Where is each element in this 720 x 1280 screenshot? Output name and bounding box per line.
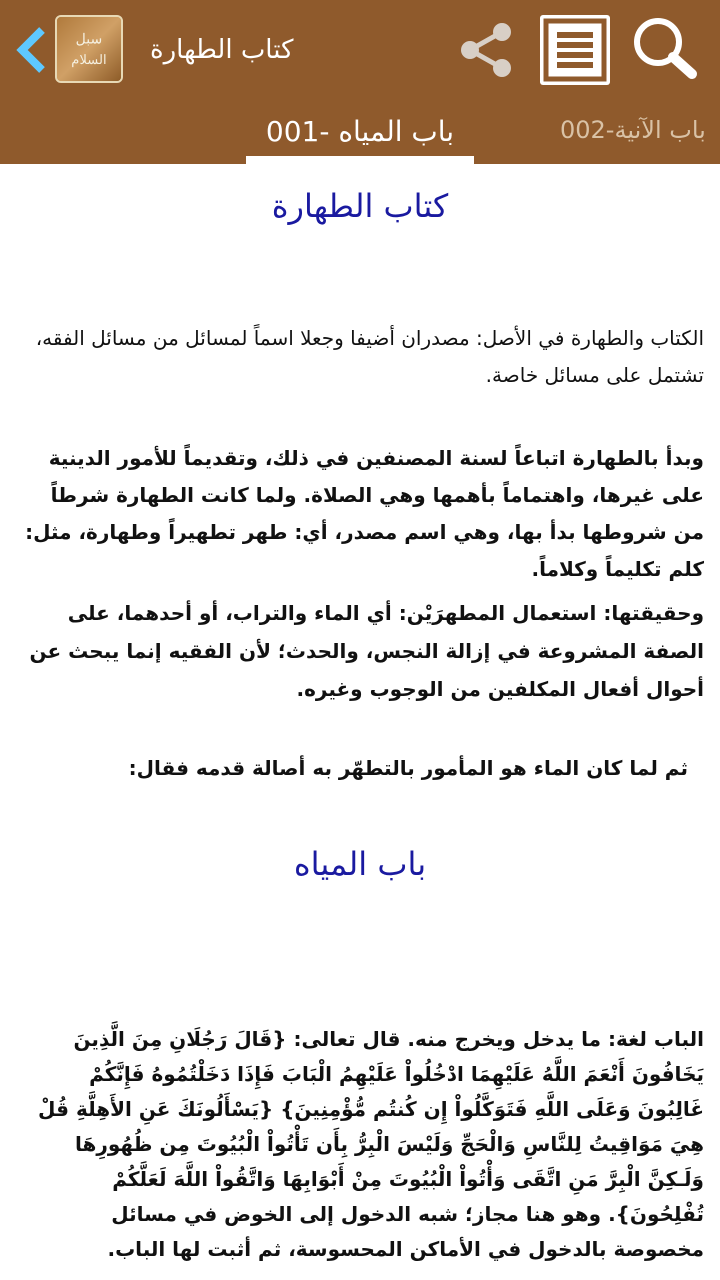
paragraph: الكتاب والطهارة في الأصل: مصدران أضيفا وجعلا اسماً لمسائل من مسائل الفقه، تشتمل على مسائل خاصة. bbox=[35, 326, 704, 387]
article-content[interactable] bbox=[0, 164, 720, 1280]
page-title: كتاب الطهارة bbox=[150, 35, 294, 65]
share-icon[interactable] bbox=[458, 22, 514, 78]
paragraph: ثم لما كان الماء هو المأمور بالتطهّر به أصالة قدمه فقال: bbox=[128, 756, 688, 780]
svg-text:السلام: السلام bbox=[71, 53, 107, 69]
tab-002-bab-al-aniyah[interactable] bbox=[560, 100, 720, 164]
menu-icon[interactable] bbox=[540, 15, 610, 85]
paragraph: الباب لغة: ما يدخل ويخرج منه. قال تعالى: {قَالَ رَجُلَانِ مِنَ الَّذِينَ يَخَافُونَ أَنْعَمَ اللَّهُ عَلَيْهِمَا ادْخُلُواْ عَلَيْهِمُ الْبَابَ فَإِذَا دَخَلْتُمُوهُ فَإِنَّكُمْ غَالِبُونَ وَعَلَى اللَّهِ فَتَوَكَّلُواْ إِن كُنتُم مُّؤْمِنِينَ} {يَسْأَلُونَكَ عَنِ الأَهِلَّةِ قُلْ هِيَ مَوَاقِيتُ لِلنَّاسِ وَالْحَجِّ وَلَيْسَ الْبِرُّ بِأَن تَأْتُواْ الْبُيُوتَ مِن ظُهُورِهَا وَلَـكِنَّ الْبِرَّ مَنِ اتَّقَى وَأْتُواْ الْبُيُوتَ مِنْ أَبْوَابِهَا وَاتَّقُواْ اللَّهَ لَعَلَّكُمْ تُفْلِحُونَ}. وهو هنا مجاز؛ شبه الدخول إلى الخوض في مسائل مخصوصة بالدخول في الأماكن المحسوسة، ثم أثبت لها الباب. bbox=[38, 1027, 704, 1261]
search-icon[interactable] bbox=[630, 16, 700, 82]
section-heading: كتاب الطهارة bbox=[271, 187, 449, 225]
tab-001-bab-al-miyah[interactable] bbox=[246, 100, 474, 164]
active-tab-indicator bbox=[246, 156, 474, 164]
tab-label: 002-باب الآنية bbox=[560, 116, 706, 144]
svg-text:سبل: سبل bbox=[75, 31, 103, 48]
app-bar bbox=[0, 0, 720, 164]
paragraph: وحقيقتها: استعمال المطهرَيْن: أي الماء والتراب، أو أحدهما، على الصفة المشروعة في إزالة النجس، والحدث؛ لأن الفقيه إنما يبحث عن أحوال أفعال المكلفين من الوجوب وغيره. bbox=[29, 601, 704, 701]
logo-image bbox=[57, 17, 121, 81]
chapter-heading: باب المياه bbox=[293, 845, 427, 883]
paragraph: وبدأ بالطهارة اتباعاً لسنة المصنفين في ذلك، وتقديماً للأمور الدينية على غيرها، واهتماماً بأهمها وهي الصلاة. ولما كانت الطهارة شرطاً من شروطها بدأ بها، وهي اسم مصدر، أي: طهر تطهيراً وطهارة، مثل: كلم تكليماً وكلاماً. bbox=[25, 446, 704, 581]
app-logo[interactable] bbox=[55, 15, 123, 83]
chevron-left-icon[interactable] bbox=[14, 26, 48, 74]
tab-label: 001- باب المياه bbox=[265, 115, 455, 148]
